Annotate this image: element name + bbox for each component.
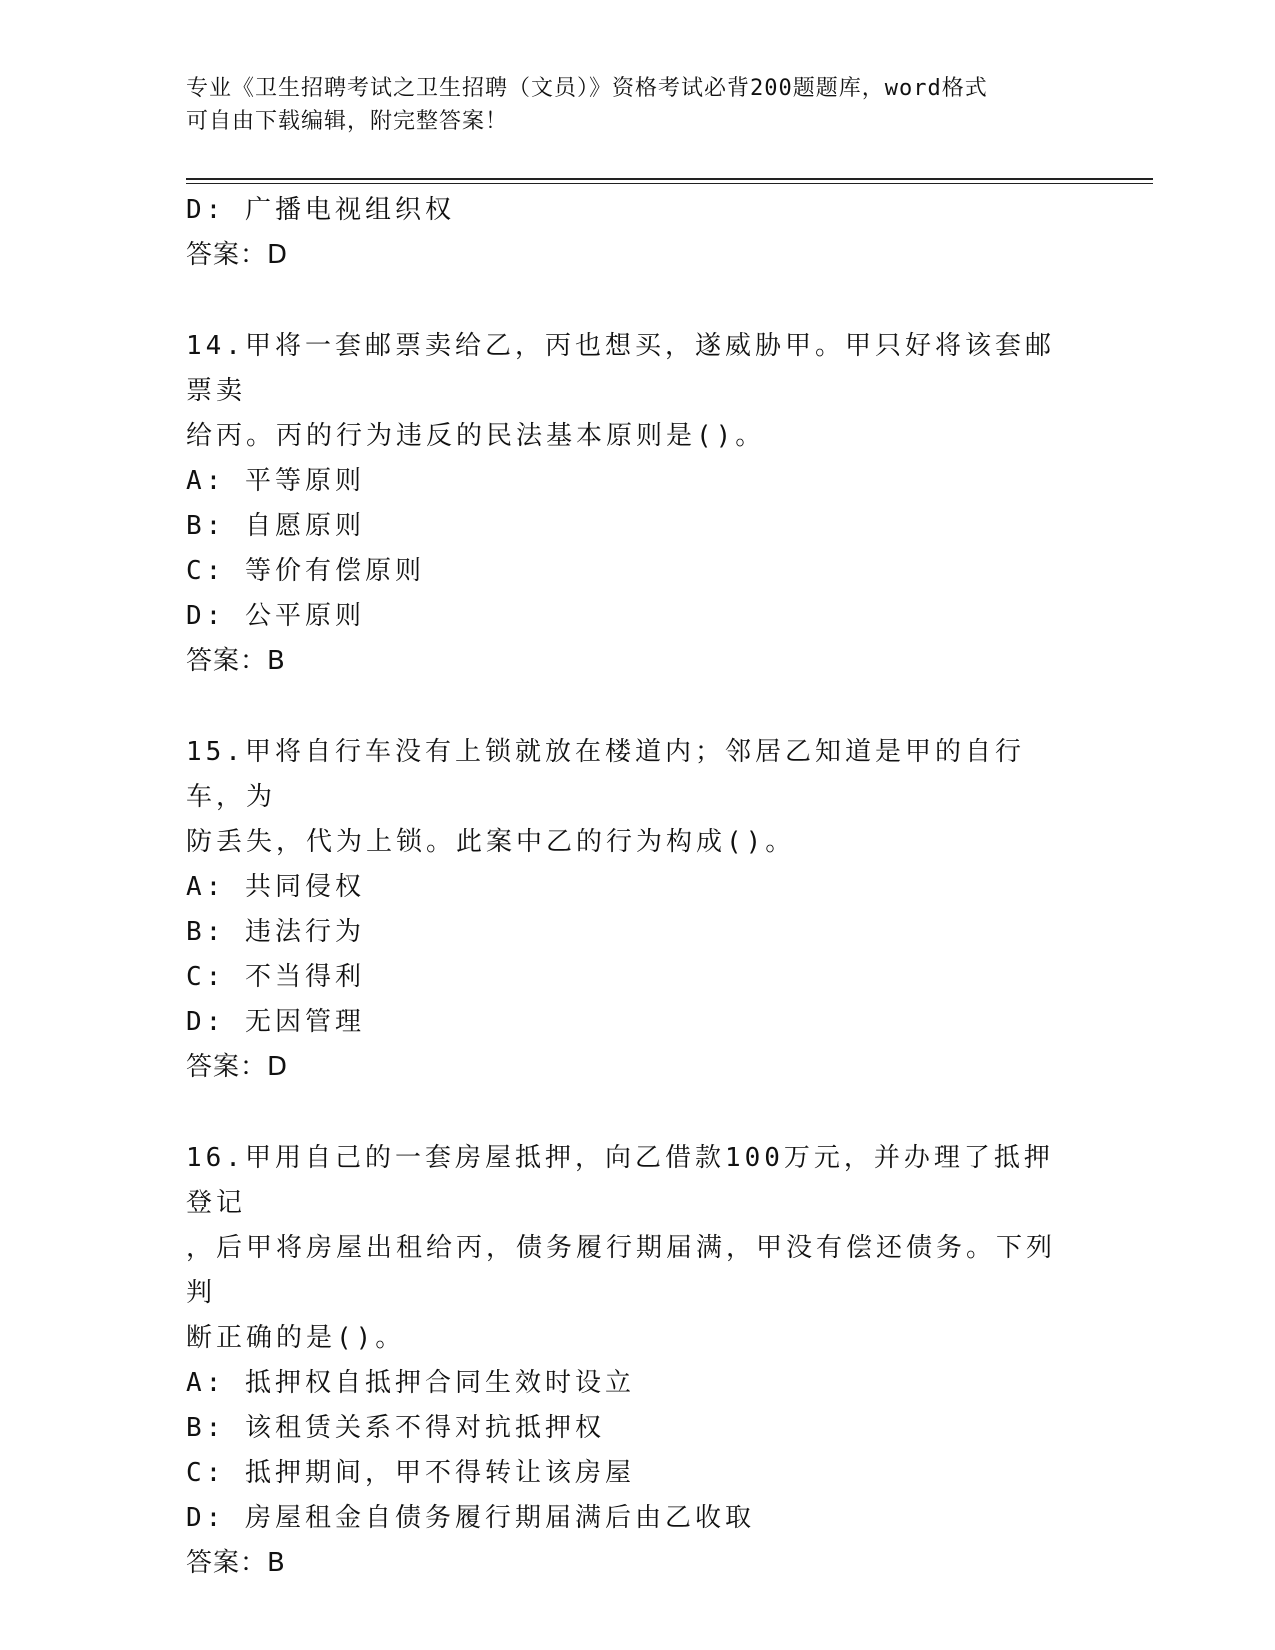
- stem-line: 断正确的是()。: [186, 1323, 406, 1353]
- option-a: A: 抵押权自抵押合同生效时设立: [186, 1368, 635, 1398]
- stem-line: 16.甲用自己的一套房屋抵押，向乙借款100万元，并办理了抵押登记: [186, 1143, 1054, 1218]
- option-c: C: 不当得利: [186, 962, 365, 992]
- option-c: C: 抵押期间，甲不得转让该房屋: [186, 1458, 635, 1488]
- header-line-1: 专业《卫生招聘考试之卫生招聘（文员）》资格考试必背200题题库，word格式: [186, 76, 988, 101]
- question-stem: [186, 324, 1066, 459]
- question-16: [186, 1136, 1086, 1586]
- option-d: D: 广播电视组织权: [186, 195, 455, 225]
- option-d: D: 公平原则: [186, 601, 365, 631]
- header-line-2: 可自由下载编辑，附完整答案！: [186, 109, 509, 134]
- stem-line: ，后甲将房屋出租给丙，债务履行期届满，甲没有偿还债务。下列判: [186, 1233, 1057, 1308]
- answer: 答案：D: [186, 240, 289, 270]
- answer: 答案：B: [186, 646, 286, 676]
- question-stem: [186, 1136, 1066, 1361]
- stem-line: 15.甲将自行车没有上锁就放在楼道内；邻居乙知道是甲的自行车，为: [186, 737, 1025, 812]
- answer: 答案：D: [186, 1052, 289, 1082]
- option-d: D: 无因管理: [186, 1007, 365, 1037]
- answer: 答案：B: [186, 1548, 286, 1578]
- prev-question-fragment: [186, 188, 1086, 278]
- stem-line: 14.甲将一套邮票卖给乙，丙也想买，遂威胁甲。甲只好将该套邮票卖: [186, 331, 1055, 406]
- option-c: C: 等价有偿原则: [186, 556, 425, 586]
- option-b: B: 该租赁关系不得对抗抵押权: [186, 1413, 605, 1443]
- question-stem: [186, 730, 1066, 865]
- option-b: B: 违法行为: [186, 917, 365, 947]
- option-a: A: 平等原则: [186, 466, 365, 496]
- header-divider-thick: [186, 178, 1153, 180]
- stem-line: 防丢失，代为上锁。此案中乙的行为构成()。: [186, 827, 796, 857]
- document-body: [186, 188, 1086, 1586]
- option-b: B: 自愿原则: [186, 511, 365, 541]
- question-14: [186, 324, 1086, 684]
- document-header: [186, 72, 1086, 138]
- stem-line: 给丙。丙的行为违反的民法基本原则是()。: [186, 421, 766, 451]
- header-divider-thin: [186, 183, 1153, 184]
- option-a: A: 共同侵权: [186, 872, 365, 902]
- option-d: D: 房屋租金自债务履行期届满后由乙收取: [186, 1503, 755, 1533]
- question-15: [186, 730, 1086, 1090]
